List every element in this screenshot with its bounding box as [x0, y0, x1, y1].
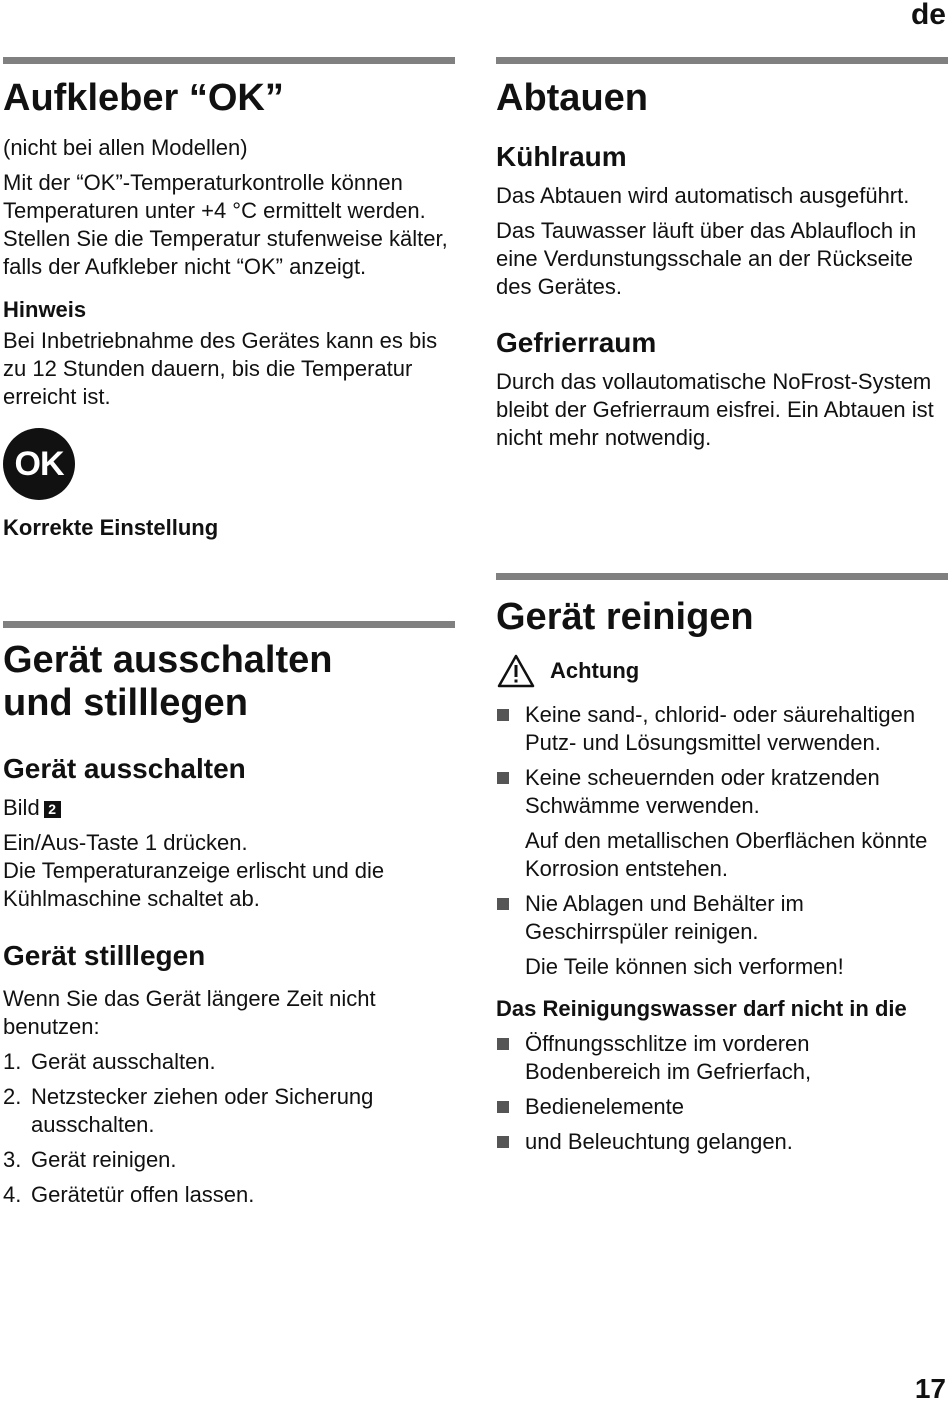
note-label: Hinweis: [3, 297, 87, 322]
water-bullets: [496, 1030, 948, 1156]
water-bullet-item: [496, 1128, 948, 1156]
stilllegen-intro: Wenn Sie das Gerät längere Zeit nicht benutzen:: [3, 986, 376, 1039]
badge-caption: Korrekte Einstellung: [3, 515, 219, 540]
gefrierraum-heading: Gefrierraum: [496, 327, 657, 358]
bullet-square-icon: [496, 701, 525, 757]
ausschalten-section: [3, 621, 455, 1216]
water-bullet-text: Bedienelemente: [525, 1094, 685, 1119]
ausschalten-subheading: Gerät ausschalten: [3, 753, 246, 784]
step-item: [3, 1083, 455, 1139]
step-item: [3, 1181, 455, 1209]
bullet-item: [496, 701, 948, 757]
bullet-square-icon: [496, 1030, 525, 1086]
section-rule: [3, 621, 455, 628]
bullet-text: Keine sand-, chlorid- oder säurehaltigen Putz- und Lösungsmittel verwenden.: [525, 702, 916, 755]
section-rule: [496, 573, 948, 580]
step-item: [3, 1048, 455, 1076]
bullet-text: Keine scheuernden oder kratzenden Schwämme verwenden.: [525, 765, 880, 818]
reinigen-bullets: [496, 701, 948, 981]
step-number: 2.: [3, 1084, 22, 1109]
bullet-square-icon: [496, 764, 525, 883]
bullet-square-icon: [496, 890, 525, 981]
ok-badge-text: OK: [14, 444, 64, 483]
step-text: Gerät reinigen.: [31, 1147, 177, 1172]
ausschalten-line2: Die Temperaturanzeige erlischt und die Kühlmaschine schaltet ab.: [3, 858, 385, 911]
left-column: [3, 57, 455, 542]
warning-triangle-icon: [496, 653, 536, 689]
kuehlraum-p2: Das Tauwasser läuft über das Ablaufloch in eine Verdunstungsschale an der Rückseite des Gerätes.: [496, 218, 917, 299]
water-bullet-text: Öffnungsschlitze im vorderen Bodenbereich im Gefrierfach,: [525, 1031, 812, 1084]
note-text: Bei Inbetriebnahme des Gerätes kann es bis zu 12 Stunden dauern, bis die Temperatur erreicht ist.: [3, 328, 438, 409]
ausschalten-title-line2: und stilllegen: [3, 682, 248, 724]
kuehlraum-p1: Das Abtauen wird automatisch ausgeführt.: [496, 183, 910, 208]
page-number: 17: [914, 1373, 946, 1404]
water-heading: Das Reinigungswasser darf nicht in die: [496, 996, 907, 1021]
figure-number-badge: 2: [44, 801, 61, 818]
step-text: Gerätetür offen lassen.: [31, 1182, 255, 1207]
step-number: 1.: [3, 1049, 22, 1074]
stilllegen-subheading: Gerät stilllegen: [3, 940, 206, 971]
figure-ref-label: Bild: [3, 795, 40, 820]
bullet-item: [496, 890, 948, 981]
step-number: 3.: [3, 1147, 22, 1172]
gefrierraum-p1: Durch das vollautomatische NoFrost-System bleibt der Gefrierraum eisfrei. Ein Abtauen ist nicht mehr notwendig.: [496, 369, 934, 450]
reinigen-title: Gerät reinigen: [496, 596, 754, 638]
warning-box: [496, 653, 948, 689]
language-label: de: [910, 0, 946, 31]
section-rule: [496, 57, 948, 64]
section-rule: [3, 57, 455, 64]
aufkleber-body: Mit der “OK”-Temperaturkontrolle können Temperaturen unter +4 °C ermittelt werden. Stellen Sie die Temperatur stufenweise kälter, falls der Aufkleber nicht “OK” anzeigt.: [3, 170, 448, 279]
step-text: Netzstecker ziehen oder Sicherung ausschalten.: [31, 1084, 374, 1137]
step-text: Gerät ausschalten.: [31, 1049, 216, 1074]
aufkleber-subtitle: (nicht bei allen Modellen): [3, 135, 248, 160]
ok-badge-icon: [3, 428, 75, 500]
ausschalten-line1: Ein/Aus-Taste 1 drücken.: [3, 830, 248, 855]
bullet-item: [496, 764, 948, 883]
kuehlraum-heading: Kühlraum: [496, 141, 627, 172]
water-bullet-item: [496, 1093, 948, 1121]
abtauen-title: Abtauen: [496, 77, 648, 119]
water-bullet-item: [496, 1030, 948, 1086]
bullet-square-icon: [496, 1093, 525, 1121]
stilllegen-steps: [3, 1048, 455, 1209]
reinigen-section: [496, 573, 948, 1156]
step-number: 4.: [3, 1182, 22, 1207]
water-bullet-text: und Beleuchtung gelangen.: [525, 1129, 793, 1154]
bullet-note: Auf den metallischen Oberflächen könnte Korrosion entstehen.: [525, 828, 928, 881]
abtauen-section: [496, 57, 948, 452]
bullet-note: Die Teile können sich verformen!: [525, 954, 844, 979]
step-item: [3, 1146, 455, 1174]
bullet-text: Nie Ablagen und Behälter im Geschirrspüler reinigen.: [525, 891, 804, 944]
aufkleber-title: Aufkleber “OK”: [3, 77, 284, 119]
ausschalten-title-line1: Gerät ausschalten: [3, 639, 333, 681]
figure-reference: [3, 794, 455, 822]
bullet-square-icon: [496, 1128, 525, 1156]
warning-label: Achtung: [550, 658, 640, 683]
